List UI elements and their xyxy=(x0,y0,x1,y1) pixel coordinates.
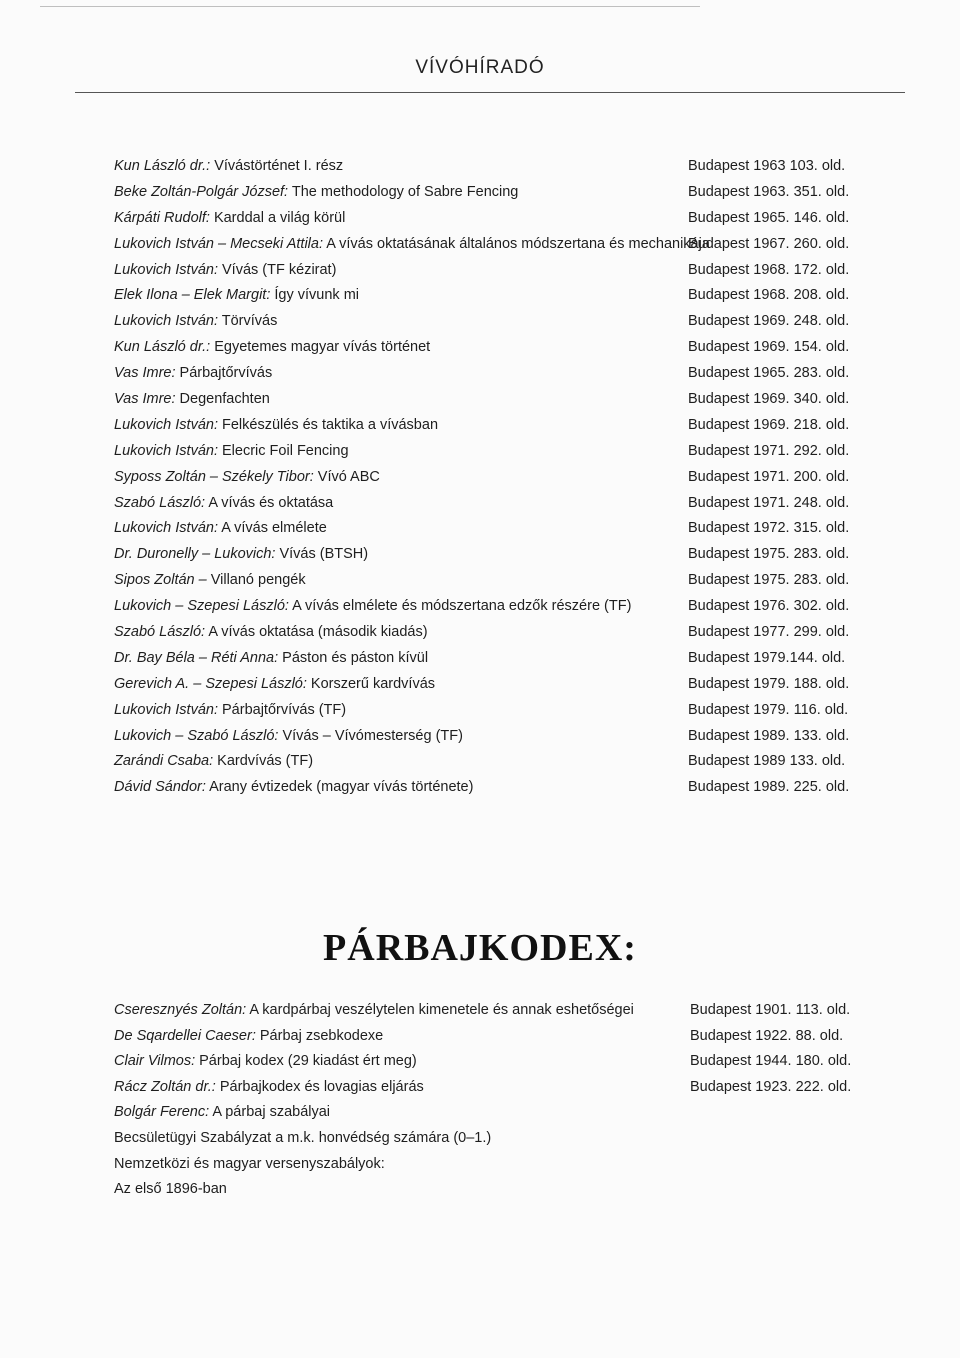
list-item xyxy=(114,206,854,232)
entry-title: Párbaj zsebkodexe xyxy=(255,1027,384,1044)
entry-author: Elek Ilona – Elek Margit: xyxy=(114,287,271,304)
entry-publication: Budapest 1901. 113. old. xyxy=(690,1002,851,1018)
list-item xyxy=(114,309,854,335)
entry-title: Párbaj kodex (29 kiadást ért meg) xyxy=(195,1053,417,1070)
list-item xyxy=(114,283,854,309)
entry-publication: Budapest 1968. 172. old. xyxy=(688,261,850,278)
list-item xyxy=(114,335,854,361)
entry-publication: Budapest 1944. 180. old. xyxy=(690,1053,852,1070)
entry-author: Gerevich A. – Szepesi László: xyxy=(114,675,307,692)
entry-author: Beke Zoltán-Polgár József: xyxy=(114,183,289,200)
entry-title: The methodology of Sabre Fencing xyxy=(288,183,519,200)
entry-publication: Budapest 1979. 188. old. xyxy=(688,675,850,692)
entry-author: Zarándi Csaba: xyxy=(114,753,214,770)
entry-publication: Budapest 1971. 200. old. xyxy=(688,468,850,485)
entry-title: A vívás oktatásának általános módszertana és mechanikája xyxy=(323,235,710,252)
entry-title: Vívó ABC xyxy=(313,468,380,485)
entry-publication: Budapest 1989. 133. old. xyxy=(688,727,850,744)
entry-publication: Budapest 1976. 302. old. xyxy=(688,598,850,615)
list-item xyxy=(114,491,854,517)
entry-title: Nemzetközi és magyar versenyszabályok: xyxy=(114,1155,385,1172)
list-item xyxy=(114,387,854,413)
entry-author: Bolgár Ferenc: xyxy=(114,1104,210,1121)
list-item xyxy=(114,1177,854,1203)
entry-title: Kardvívás (TF) xyxy=(213,753,314,770)
list-item xyxy=(114,698,854,724)
entry-author: Dr. Bay Béla – Réti Anna: xyxy=(114,649,279,666)
entry-title: Az első 1896-ban xyxy=(114,1181,227,1198)
entry-publication: Budapest 1977. 299. old. xyxy=(688,624,850,641)
entry-author: Lukovich István – Mecseki Attila: xyxy=(114,235,323,252)
parbajkodex-list xyxy=(114,998,854,1203)
entry-title: Vívástörténet I. rész xyxy=(210,158,344,174)
entry-publication: Budapest 1968. 208. old. xyxy=(688,287,850,304)
entry-title: Így vívunk mi xyxy=(270,287,359,304)
entry-title: A vívás elmélete xyxy=(217,520,327,537)
list-item xyxy=(114,672,854,698)
entry-publication: Budapest 1969. 218. old. xyxy=(688,416,850,433)
entry-title: Vívás (BTSH) xyxy=(275,546,369,563)
list-item xyxy=(114,749,854,775)
entry-publication: Budapest 1975. 283. old. xyxy=(688,572,850,589)
scan-edge-line xyxy=(40,6,700,7)
list-item xyxy=(114,594,854,620)
list-item xyxy=(114,620,854,646)
list-item xyxy=(114,724,854,750)
entry-publication: Budapest 1971. 248. old. xyxy=(688,494,850,511)
entry-author: Dávid Sándor: xyxy=(114,779,206,796)
entry-author: Kun László dr.: xyxy=(114,339,211,356)
entry-title: A vívás oktatása (második kiadás) xyxy=(205,624,428,641)
entry-author: Cseresznyés Zoltán: xyxy=(114,1002,247,1018)
entry-title: Egyetemes magyar vívás történet xyxy=(210,339,431,356)
entry-title: Degenfachten xyxy=(175,391,270,408)
entry-title: Elecric Foil Fencing xyxy=(217,442,349,459)
entry-title: Vívás (TF kézirat) xyxy=(217,261,337,278)
entry-author: Rácz Zoltán dr.: xyxy=(114,1078,216,1095)
entry-publication: Budapest 1969. 340. old. xyxy=(688,391,850,408)
entry-title: Felkészülés és taktika a vívásban xyxy=(217,416,439,433)
list-item xyxy=(114,1024,854,1050)
list-item xyxy=(114,413,854,439)
entry-publication: Budapest 1963 103. old. xyxy=(688,158,846,174)
entry-title: Vívás – Vívómesterség (TF) xyxy=(278,727,463,744)
entry-publication: Budapest 1989. 225. old. xyxy=(688,779,850,796)
list-item xyxy=(114,439,854,465)
entry-author: Lukovich István: xyxy=(114,520,218,537)
entry-publication: Budapest 1971. 292. old. xyxy=(688,442,850,459)
entry-publication: Budapest 1923. 222. old. xyxy=(690,1078,852,1095)
list-item xyxy=(114,1075,854,1101)
entry-author: Szabó László: xyxy=(114,624,206,641)
entry-title: Páston és páston kívül xyxy=(278,649,429,666)
entry-author: Syposs Zoltán – Székely Tibor: xyxy=(114,468,314,485)
entry-publication: Budapest 1965. 146. old. xyxy=(688,209,850,226)
entry-author: De Sqardellei Caeser: xyxy=(114,1027,256,1044)
entry-title: A vívás és oktatása xyxy=(205,494,334,511)
list-item xyxy=(114,1126,854,1152)
entry-title: A kardpárbaj veszélytelen kimenetele és annak eshetőségei xyxy=(246,1002,634,1018)
entry-title: Párbajkodex és lovagias eljárás xyxy=(215,1078,424,1095)
entry-author: Vas Imre: xyxy=(114,391,176,408)
entry-author: Vas Imre: xyxy=(114,365,176,382)
entry-author: Kárpáti Rudolf: xyxy=(114,209,210,226)
entry-title: Párbajtőrvívás xyxy=(175,365,273,382)
entry-title: A párbaj szabályai xyxy=(209,1104,331,1121)
page-header-title: VÍVÓHÍRADÓ xyxy=(415,57,545,78)
entry-publication: Budapest 1922. 88. old. xyxy=(690,1027,844,1044)
list-item xyxy=(114,232,854,258)
list-item xyxy=(114,568,854,594)
list-item xyxy=(114,516,854,542)
entry-title: Villanó pengék xyxy=(206,572,306,589)
list-item xyxy=(114,1100,854,1126)
entry-author: Lukovich István: xyxy=(114,442,218,459)
entry-publication: Budapest 1972. 315. old. xyxy=(688,520,850,537)
entry-publication: Budapest 1989 133. old. xyxy=(688,753,846,770)
list-item xyxy=(114,180,854,206)
list-item xyxy=(114,154,854,180)
bibliography-list xyxy=(114,154,854,801)
entry-title: Törvívás xyxy=(217,313,278,330)
entry-title: Párbajtőrvívás (TF) xyxy=(217,701,347,718)
entry-author: Lukovich István: xyxy=(114,701,218,718)
entry-title: A vívás elmélete és módszertana edzők részére (TF) xyxy=(288,598,632,615)
entry-author: Kun László dr.: xyxy=(114,158,211,174)
entry-author: Lukovich István: xyxy=(114,261,218,278)
list-item xyxy=(114,542,854,568)
entry-author: Lukovich – Szepesi László: xyxy=(114,598,289,615)
entry-publication: Budapest 1963. 351. old. xyxy=(688,183,850,200)
list-item xyxy=(114,646,854,672)
entry-publication: Budapest 1975. 283. old. xyxy=(688,546,850,563)
entry-author: Szabó László: xyxy=(114,494,206,511)
list-item xyxy=(114,1049,854,1075)
entry-author: Lukovich – Szabó László: xyxy=(114,727,279,744)
list-item xyxy=(114,465,854,491)
entry-title: Karddal a világ körül xyxy=(209,209,346,226)
section-title: PÁRBAJKODEX: xyxy=(323,927,637,969)
entry-author: Clair Vilmos: xyxy=(114,1053,196,1070)
entry-author: Lukovich István: xyxy=(114,313,218,330)
entry-publication: Budapest 1965. 283. old. xyxy=(688,365,850,382)
entry-title: Arany évtizedek (magyar vívás története) xyxy=(205,779,474,796)
entry-title: Korszerű kardvívás xyxy=(306,675,436,692)
entry-publication: Budapest 1979.144. old. xyxy=(688,649,846,666)
list-item xyxy=(114,998,854,1024)
list-item xyxy=(114,258,854,284)
list-item xyxy=(114,361,854,387)
entry-publication: Budapest 1979. 116. old. xyxy=(688,701,849,718)
list-item xyxy=(114,775,854,801)
list-item xyxy=(114,1152,854,1178)
header-rule xyxy=(75,92,905,93)
entry-author: Lukovich István: xyxy=(114,416,218,433)
entry-publication: Budapest 1969. 248. old. xyxy=(688,313,850,330)
entry-publication: Budapest 1967. 260. old. xyxy=(688,235,850,252)
entry-publication: Budapest 1969. 154. old. xyxy=(688,339,850,356)
entry-title: Becsületügyi Szabályzat a m.k. honvédség számára (0–1.) xyxy=(114,1129,492,1146)
entry-author: Dr. Duronelly – Lukovich: xyxy=(114,546,276,563)
entry-author: Sipos Zoltán – xyxy=(114,572,207,589)
